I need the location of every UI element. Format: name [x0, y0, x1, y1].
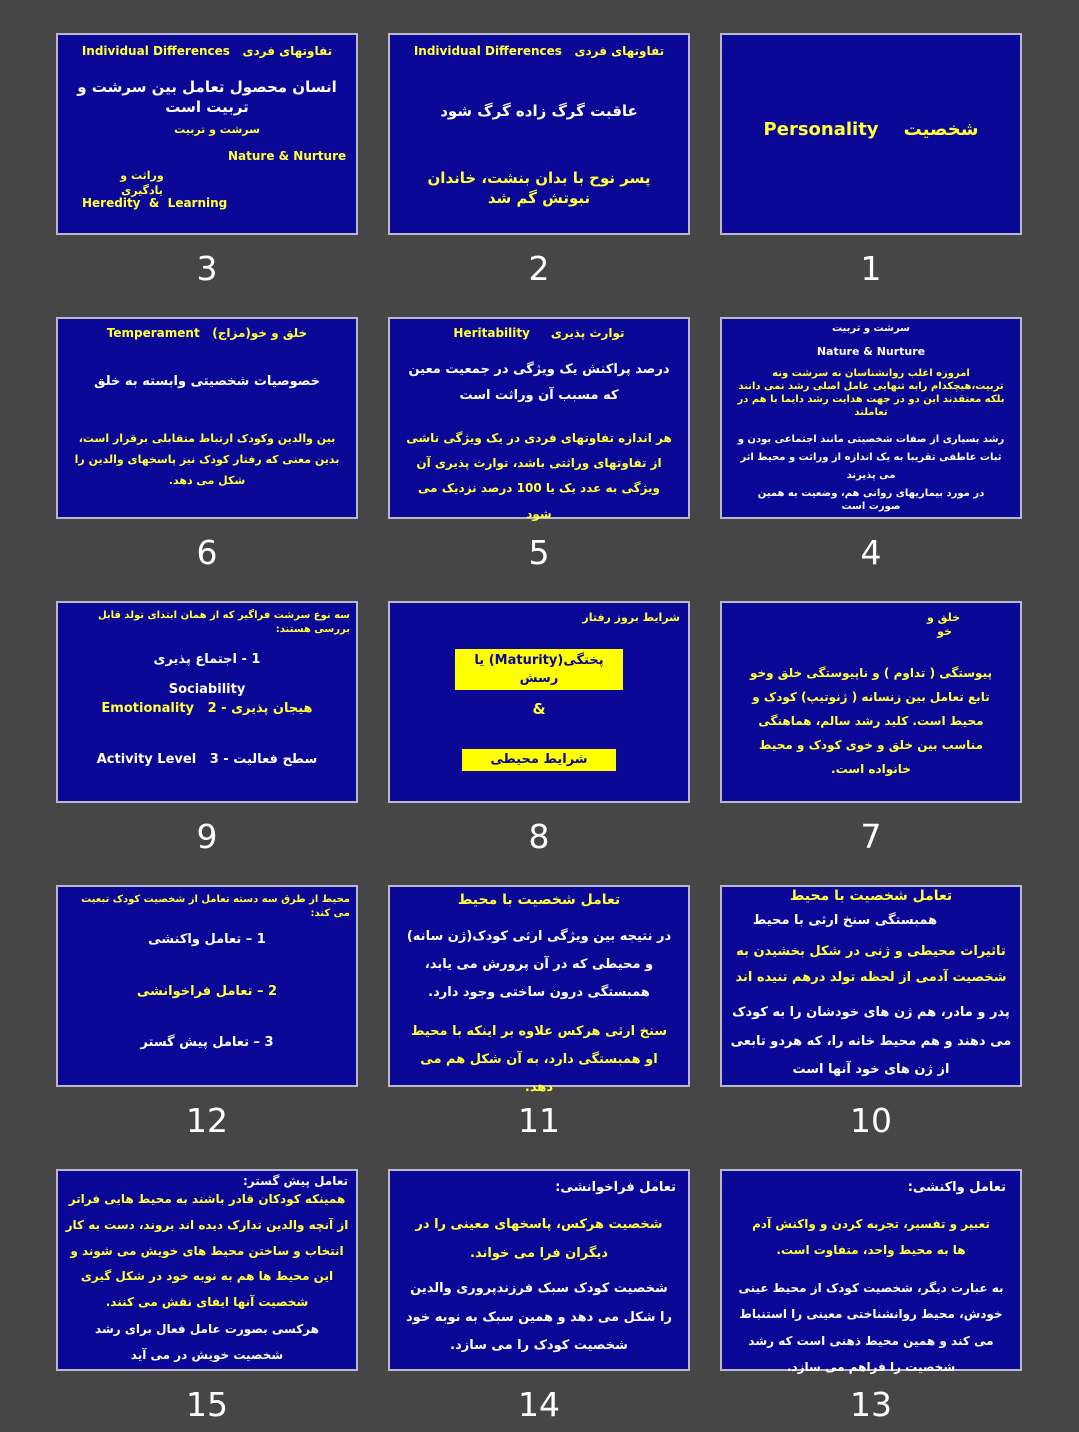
slide14-title: تعامل فراخوانشی: — [555, 1180, 676, 1195]
slide6-para1: خصوصیات شخصیتی وابسته به خلق — [94, 374, 320, 389]
slide-thumbnail-6[interactable] — [56, 317, 358, 519]
slide11-para1: در نتیجه بین ویژگی ارثی کودک(ژن سانه) و محیطی که در آن پرورش می یابد، همبستگی درون ساختی وجود دارد. — [406, 929, 672, 1000]
slide3-line1: انسان محصول تعامل بین سرشت و تربیت است — [77, 78, 337, 117]
slide-number-12: 12 — [186, 1101, 228, 1140]
slide9-item3: 3 - سطح فعالیت — [209, 752, 318, 767]
slide4-title-fa: سرشت و تربیت — [831, 323, 911, 334]
slide8-ampersand: & — [532, 700, 546, 718]
slide12-item1: 1 – تعامل واکنشی — [148, 932, 266, 947]
slide-thumbnail-1[interactable] — [720, 33, 1022, 235]
slide-number-5: 5 — [528, 533, 550, 572]
slide12-title: محیط از طرق سه دسته تعامل از شخصیت کودک تبعیت می کند: — [81, 894, 350, 919]
slide-number-4: 4 — [860, 533, 882, 572]
slide11-para2: سنخ ارثی هرکس علاوه بر اینکه با محیط او همبستگی دارد، به آن شکل هم می دهد. — [410, 1024, 668, 1095]
slide-thumbnail-2[interactable] — [388, 33, 690, 235]
slide3-title-fa: تفاوتهای فردی — [242, 44, 333, 58]
slide-number-7: 7 — [860, 817, 882, 856]
slide-number-3: 3 — [196, 249, 218, 288]
slide-number-13: 13 — [850, 1385, 892, 1424]
slide11-title: تعامل شخصیت با محیط — [457, 892, 621, 908]
slide1-title-fa: شخصیت — [903, 119, 979, 140]
slide7-title-line1: خلق و — [927, 611, 960, 624]
slide10-title: تعامل شخصیت با محیط — [789, 888, 953, 904]
slide15-para1: همینکه کودکان قادر باشند به محیط هایی فراتر از آنچه والدین تدارک دیده اند بروند، دست به کار انتخاب و ساختن محیط های خویش می شوند و این محیط ها هم به نوبه خود در شکل گیری شخصیت آنها ایفای نقش می کنند. — [65, 1192, 349, 1310]
slide8-box-environment: شرایط محیطی — [462, 749, 616, 771]
slide4-para2: رشد بسیاری از صفات شخصیتی مانند اجتماعی بودن و ثبات عاطفی تقریبا به یک اندازه از وراثت و محیط اثر می پذیرند — [737, 434, 1005, 481]
slide9-item3-en: Activity Level — [96, 752, 197, 767]
slide3-nature-en: Nature & Nurture — [228, 149, 347, 163]
slide4-para1: امروزه اغلب روانشناسان نه سرشت ونه تربیت،هیچکدام رابه تنهایی عامل اصلی رشد نمی دانند بلکه معتقدند این دو در جهت هدایت رشد دایما با هم در تعاملند — [737, 368, 1005, 418]
slide6-title-en: Temperament — [106, 326, 200, 340]
slide4-para3: در مورد بیماریهای روانی هم، وضعیت به همین صورت است — [757, 488, 985, 512]
slide14-para1: شخصیت هرکس، پاسخهای معینی را در دیگران فرا می خواند. — [415, 1217, 663, 1261]
slide13-para2: به عبارت دیگر، شخصیت کودک از محیط عینی خودش، محیط روانشناختی معینی را استنباط می کند و همین محیط ذهنی است که رشد شخصیت را فراهم می سازد. — [738, 1281, 1004, 1375]
slide-number-6: 6 — [196, 533, 218, 572]
slide9-item1-en: Sociability — [168, 682, 246, 697]
slide-thumbnail-15[interactable] — [56, 1169, 358, 1371]
slide-number-15: 15 — [186, 1385, 228, 1424]
slide6-para2: بین والدین وکودک ارتباط متقابلی برقرار است، بدین معنی که رفتار کودک نیز پاسخهای والدین را شکل می دهد. — [74, 432, 340, 487]
slide10-line3: پدر و مادر، هم ژن های خودشان را به کودک می دهند و هم محیط خانه را، که هردو تابعی از ژن های خود آنها است — [730, 1005, 1012, 1078]
slide5-para1: درصد پراکنش یک ویژگی در جمعیت معین که مسبب آن وراثت است — [408, 362, 670, 403]
slide-number-10: 10 — [850, 1101, 892, 1140]
slide-thumbnail-4[interactable] — [720, 317, 1022, 519]
slide1-title-en: Personality — [763, 119, 879, 140]
slide-thumbnail-8[interactable] — [388, 601, 690, 803]
slide5-title-en: Heritability — [453, 326, 530, 340]
slide6-title-fa: خلق و خو(مزاج) — [212, 326, 308, 340]
slide-number-9: 9 — [196, 817, 218, 856]
slide3-heredity-en: Heredity & Learning — [82, 196, 228, 210]
slide10-line1: همبستگی سنخ ارثی با محیط — [752, 913, 938, 928]
slide12-item2: 2 – تعامل فراخوانشی — [136, 984, 278, 999]
slide5-title-fa: توارث پذیری — [550, 326, 625, 340]
slide14-para2: شخصیت کودک سبک فرزندپروری والدین را شکل می دهد و همین سبک به نوبه خود شخصیت کودک را می سازد. — [406, 1281, 672, 1354]
slide9-item2: 2 - هیجان پذیری — [207, 701, 313, 716]
slide-thumbnail-10[interactable] — [720, 885, 1022, 1087]
slide2-line2: پسر نوح با بدان بنشت، خاندان نبوتش گم شد — [427, 169, 651, 207]
slide2-title-fa: تفاوتهای فردی — [574, 44, 665, 58]
slide-number-11: 11 — [518, 1101, 560, 1140]
slide-thumbnail-11[interactable] — [388, 885, 690, 1095]
slide12-item3: 3 – تعامل پیش گستر — [140, 1035, 274, 1050]
slide5-para2: هر اندازه تفاوتهای فردی در یک ویژگی ناشی از تفاوتهای وراثتی باشد، توارث پذیری آن ویژگی به عدد یک یا 100 درصد نزدیک می شود — [406, 431, 672, 521]
slide15-title: تعامل پیش گستر: — [243, 1174, 348, 1188]
slide8-title: شرایط بروز رفتار — [582, 611, 680, 624]
slide9-title: سه نوع سرشت فراگیر که از همان ابتدای تولد قابل بررسی هستند: — [97, 610, 350, 635]
slide3-nature-fa: سرشت و تربیت — [174, 123, 260, 136]
slide7-para: پیوستگی ( تداوم ) و ناپیوستگی خلق وخو تابع تعامل بین زنسانه ( ژنوتیپ) کودک و محیط است. کلید رشد سالم، هماهنگی مناسب بین خلق و خوی کودک و محیط خانواده است. — [750, 666, 992, 776]
slide3-heredity-fa: وراثت و یادگیری — [120, 169, 164, 197]
slide-thumbnail-12[interactable] — [56, 885, 358, 1087]
slide8-box-maturity: پختگی(Maturity) یا رسش — [455, 649, 623, 690]
slide13-title: تعامل واکنشی: — [907, 1180, 1006, 1195]
slide-thumbnail-13[interactable] — [720, 1169, 1022, 1375]
slide-number-8: 8 — [528, 817, 550, 856]
slide9-item2-en: Emotionality — [101, 701, 195, 716]
slide10-line2: تاثیرات محیطی و ژنی در شکل بخشیدن به شخصیت آدمی از لحظه تولد درهم تنیده اند — [735, 944, 1007, 985]
slide7-title-line2: خو — [937, 625, 952, 639]
slide4-title-en: Nature & Nurture — [816, 345, 926, 358]
slide15-para2: هرکسی بصورت عامل فعال برای رشد شخصیت خویش در می آید — [95, 1322, 319, 1362]
slide13-para1: تعبیر و تفسیر، تجربه کردن و واکنش آدم ها به محیط واحد، متفاوت است. — [752, 1217, 990, 1258]
slide-thumbnail-14[interactable] — [388, 1169, 690, 1371]
slide-number-14: 14 — [518, 1385, 560, 1424]
slide-thumbnail-7[interactable] — [720, 601, 1022, 803]
slide-number-1: 1 — [860, 249, 882, 288]
slide-thumbnail-5[interactable] — [388, 317, 690, 519]
slide9-item1: 1 - اجتماع پذیری — [153, 652, 261, 667]
slide-thumbnail-3[interactable] — [56, 33, 358, 235]
slide2-title-en: Individual Differences — [413, 44, 562, 58]
slide-thumbnail-9[interactable] — [56, 601, 358, 803]
slide-number-2: 2 — [528, 249, 550, 288]
slide3-title-en: Individual Differences — [81, 44, 230, 58]
slide2-line1: عاقبت گرگ زاده گرگ شود — [440, 102, 638, 120]
